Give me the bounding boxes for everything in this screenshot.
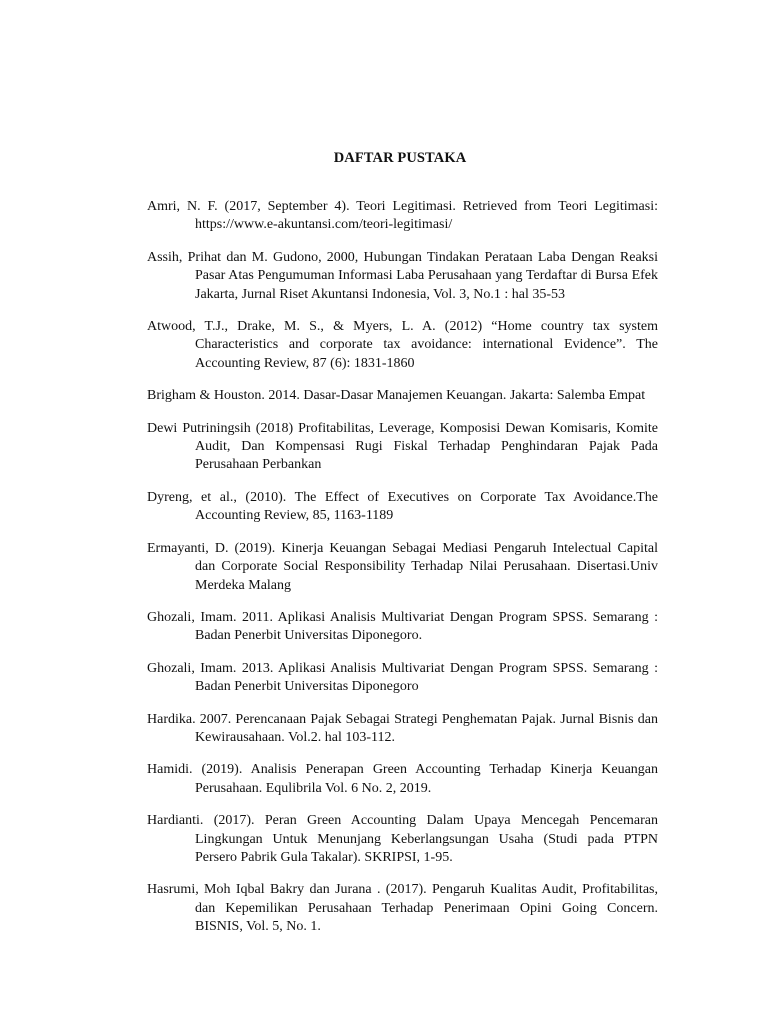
- reference-entry: Atwood, T.J., Drake, M. S., & Myers, L. A. (2012) “Home country tax system Characteristics and corporate tax avoidance: international Evidence”. The Accounting Review, 87 (6): 1831-1860: [147, 319, 658, 371]
- reference-entry: Brigham & Houston. 2014. Dasar-Dasar Manajemen Keuangan. Jakarta: Salemba Empat: [147, 388, 646, 404]
- reference-entry: Ghozali, Imam. 2013. Aplikasi Analisis Multivariat Dengan Program SPSS. Semarang : Badan Penerbit Universitas Diponegoro: [147, 660, 658, 695]
- page-title: DAFTAR PUSTAKA: [333, 150, 467, 166]
- reference-entry: Assih, Prihat dan M. Gudono, 2000, Hubungan Tindakan Perataan Laba Dengan Reaksi Pasar Atas Pengumuman Informasi Laba Perusahaan yang Terdaftar di Bursa Efek Jakarta, Jurnal Riset Akuntansi Indonesia, Vol. 3, No.1 : hal 35-53: [147, 249, 658, 302]
- reference-list: [147, 198, 658, 951]
- reference-entry: Hamidi. (2019). Analisis Penerapan Green Accounting Terhadap Kinerja Keuangan Perusahaan. Equlibrila Vol. 6 No. 2, 2019.: [147, 762, 658, 796]
- reference-entry: Amri, N. F. (2017, September 4). Teori Legitimasi. Retrieved from Teori Legitimasi: https://www.e-akuntansi.com/teori-legitimasi/: [147, 199, 658, 233]
- reference-entry: Hasrumi, Moh Iqbal Bakry dan Jurana . (2017). Pengaruh Kualitas Audit, Profitabilitas, dan Kepemilikan Perusahaan Terhadap Penerimaan Opini Going Concern. BISNIS, Vol. 5, No. 1.: [147, 882, 658, 935]
- reference-entry: Ghozali, Imam. 2011. Aplikasi Analisis Multivariat Dengan Program SPSS. Semarang : Badan Penerbit Universitas Diponegoro.: [147, 609, 658, 644]
- reference-entry: Dyreng, et al., (2010). The Effect of Executives on Corporate Tax Avoidance.The Accounting Review, 85, 1163-1189: [147, 489, 658, 524]
- reference-entry: Hardika. 2007. Perencanaan Pajak Sebagai Strategi Penghematan Pajak. Jurnal Bisnis dan Kewirausahaan. Vol.2. hal 103-112.: [147, 711, 658, 745]
- reference-entry: Ermayanti, D. (2019). Kinerja Keuangan Sebagai Mediasi Pengaruh Intelectual Capital dan Corporate Social Responsibility Terhadap Nilai Perusahaan. Disertasi.Univ Merdeka Malang: [147, 540, 658, 593]
- reference-entry: Dewi Putriningsih (2018) Profitabilitas, Leverage, Komposisi Dewan Komisaris, Komite Audit, Dan Kompensasi Rugi Fiskal Terhadap Penghindaran Pajak Pada Perusahaan Perbankan: [147, 420, 658, 473]
- reference-entry: Hardianti. (2017). Peran Green Accounting Dalam Upaya Mencegah Pencemaran Lingkungan Untuk Menunjang Keberlangsungan Usaha (Studi pada PTPN Persero Pabrik Gula Takalar). SKRIPSI, 1-95.: [147, 813, 658, 865]
